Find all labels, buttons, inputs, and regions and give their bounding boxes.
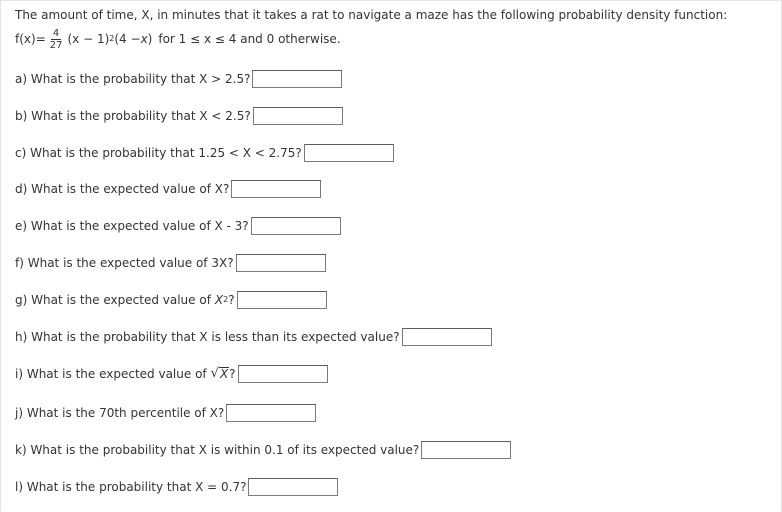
math-x: X [214,293,224,307]
answer-input-i[interactable] [238,365,328,383]
question-label: d) What is the expected value of X? [15,182,230,196]
pdf-formula: f(x)= $\frac{4}{27}$ (x − 1) 2 (4 − x ) for 1 ≤ x ≤ 4 and 0 otherwise. [15,27,341,51]
question-suffix: ? [228,293,235,307]
radicand: X [219,367,229,381]
answer-input-a[interactable] [252,70,342,88]
question-label: h) What is the probability that X is less than its expected value? [15,330,400,344]
formula-prefix: f(x)= [15,32,46,46]
fraction-numerator: 4 [52,27,60,39]
fraction-denominator: 27 [49,39,63,51]
question-e [15,216,341,236]
formula-var: x [140,32,148,46]
question-h [15,327,492,347]
answer-input-e[interactable] [251,217,341,235]
answer-input-h[interactable] [402,328,492,346]
question-i [15,364,328,384]
question-suffix: ? [229,367,236,381]
formula-term2: (4 − [114,32,141,46]
answer-input-g[interactable] [237,291,327,309]
answer-input-l[interactable] [248,478,338,496]
question-j [15,403,316,423]
question-label: a) What is the probability that X > 2.5? [15,72,251,86]
question-label: c) What is the probability that 1.25 < X < 2.75? [15,146,302,160]
question-label: b) What is the probability that X < 2.5? [15,109,251,123]
question-label: f) What is the expected value of 3X? [15,256,234,270]
answer-input-d[interactable] [231,180,321,198]
question-label: l) What is the probability that X = 0.7? [15,480,247,494]
question-l [15,477,338,497]
question-g: g) What is the expected value of X 2 ? [15,290,327,310]
question-k [15,440,511,460]
answer-input-f[interactable] [236,254,326,272]
radical-icon: √ [210,366,219,381]
question-label: i) What is the expected value of [15,367,207,381]
question-label: k) What is the probability that X is within 0.1 of its expected value? [15,443,420,457]
question-b [15,106,343,126]
square-root [211,367,230,381]
answer-input-b[interactable] [253,107,343,125]
answer-input-c[interactable] [304,144,394,162]
question-c [15,143,394,163]
answer-input-k[interactable] [421,441,511,459]
question-a [15,69,342,89]
question-f [15,253,326,273]
answer-input-j[interactable] [226,404,316,422]
question-label: j) What is the 70th percentile of X? [15,406,225,420]
formula-term1: (x − 1) [67,32,110,46]
formula-domain: for 1 ≤ x ≤ 4 and 0 otherwise. [158,32,341,46]
question-d [15,179,321,199]
problem-intro: The amount of time, X, in minutes that it takes a rat to navigate a maze has the following probability density function: [15,8,728,22]
formula-term3: ) [147,32,153,46]
formula-fraction [48,28,65,51]
question-label: g) What is the expected value of [15,293,211,307]
question-label: e) What is the expected value of X - 3? [15,219,249,233]
